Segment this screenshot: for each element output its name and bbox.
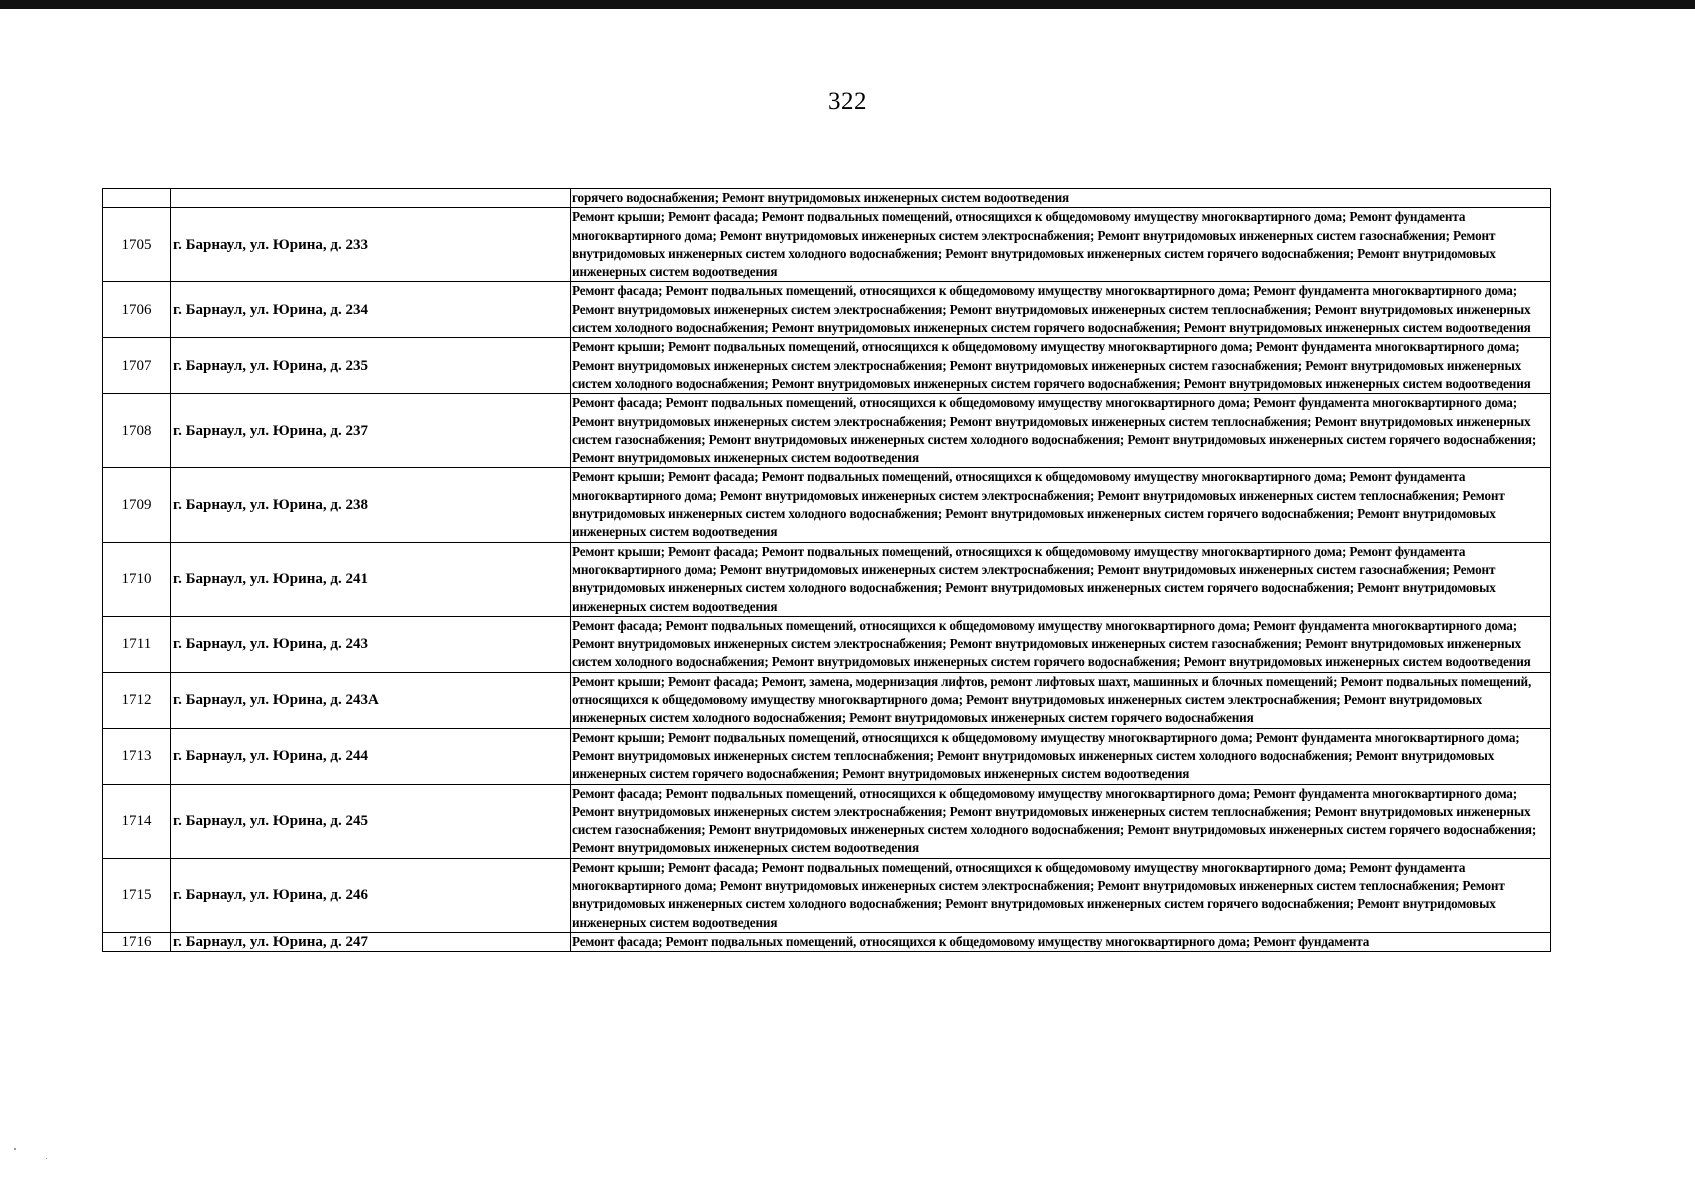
table-row	[103, 282, 1551, 338]
repair-works: Ремонт фасада; Ремонт подвальных помещений, относящихся к общедомовому имуществу многоквартирного дома; Ремонт фундамента многоквартирного дома; Ремонт внутридомовых инженерных систем электроснабжения; Ремонт внутридомовых инженерных систем теплоснабжения; Ремонт внутридомовых инженерных систем газоснабжения; Ремонт внутридомовых инженерных систем холодного водоснабжения; Ремонт внутридомовых инженерных систем горячего водоснабжения; Ремонт внутридомовых инженерных систем водоотведения	[571, 784, 1551, 858]
repair-works: Ремонт крыши; Ремонт фасада; Ремонт подвальных помещений, относящихся к общедомовому имуществу многоквартирного дома; Ремонт фундамента многоквартирного дома; Ремонт внутридомовых инженерных систем электроснабжения; Ремонт внутридомовых инженерных систем теплоснабжения; Ремонт внутридомовых инженерных систем холодного водоснабжения; Ремонт внутридомовых инженерных систем горячего водоснабжения; Ремонт внутридомовых инженерных систем водоотведения	[571, 858, 1551, 932]
row-number: 1713	[103, 728, 171, 784]
row-number: 1707	[103, 338, 171, 394]
repair-works: Ремонт фасада; Ремонт подвальных помещений, относящихся к общедомовому имуществу многоквартирного дома; Ремонт фундамента	[571, 932, 1551, 951]
table-row	[103, 394, 1551, 468]
row-number	[103, 189, 171, 208]
row-number: 1705	[103, 208, 171, 282]
buildings-repair-table	[102, 188, 1551, 952]
table-row	[103, 858, 1551, 932]
scan-speck	[46, 1158, 47, 1159]
building-address: г. Барнаул, ул. Юрина, д. 243А	[171, 672, 571, 728]
repair-works: Ремонт крыши; Ремонт фасада; Ремонт подвальных помещений, относящихся к общедомовому имуществу многоквартирного дома; Ремонт фундамента многоквартирного дома; Ремонт внутридомовых инженерных систем электроснабжения; Ремонт внутридомовых инженерных систем теплоснабжения; Ремонт внутридомовых инженерных систем холодного водоснабжения; Ремонт внутридомовых инженерных систем горячего водоснабжения; Ремонт внутридомовых инженерных систем водоотведения	[571, 468, 1551, 542]
row-number: 1711	[103, 616, 171, 672]
repair-works: Ремонт крыши; Ремонт фасада; Ремонт подвальных помещений, относящихся к общедомовому имуществу многоквартирного дома; Ремонт фундамента многоквартирного дома; Ремонт внутридомовых инженерных систем электроснабжения; Ремонт внутридомовых инженерных систем газоснабжения; Ремонт внутридомовых инженерных систем холодного водоснабжения; Ремонт внутридомовых инженерных систем горячего водоснабжения; Ремонт внутридомовых инженерных систем водоотведения	[571, 542, 1551, 616]
row-number: 1710	[103, 542, 171, 616]
table-row	[103, 338, 1551, 394]
row-number: 1708	[103, 394, 171, 468]
building-address: г. Барнаул, ул. Юрина, д. 237	[171, 394, 571, 468]
repair-works: Ремонт крыши; Ремонт фасада; Ремонт подвальных помещений, относящихся к общедомовому имуществу многоквартирного дома; Ремонт фундамента многоквартирного дома; Ремонт внутридомовых инженерных систем электроснабжения; Ремонт внутридомовых инженерных систем газоснабжения; Ремонт внутридомовых инженерных систем холодного водоснабжения; Ремонт внутридомовых инженерных систем горячего водоснабжения; Ремонт внутридомовых инженерных систем водоотведения	[571, 208, 1551, 282]
scan-top-border	[0, 0, 1695, 9]
table-row	[103, 784, 1551, 858]
repair-works: горячего водоснабжения; Ремонт внутридомовых инженерных систем водоотведения	[571, 189, 1551, 208]
scan-speck	[14, 1148, 16, 1150]
row-number: 1714	[103, 784, 171, 858]
building-address: г. Барнаул, ул. Юрина, д. 243	[171, 616, 571, 672]
building-address: г. Барнаул, ул. Юрина, д. 235	[171, 338, 571, 394]
building-address: г. Барнаул, ул. Юрина, д. 245	[171, 784, 571, 858]
row-number: 1715	[103, 858, 171, 932]
repair-works: Ремонт фасада; Ремонт подвальных помещений, относящихся к общедомовому имуществу многоквартирного дома; Ремонт фундамента многоквартирного дома; Ремонт внутридомовых инженерных систем электроснабжения; Ремонт внутридомовых инженерных систем теплоснабжения; Ремонт внутридомовых инженерных систем газоснабжения; Ремонт внутридомовых инженерных систем холодного водоснабжения; Ремонт внутридомовых инженерных систем горячего водоснабжения; Ремонт внутридомовых инженерных систем водоотведения	[571, 394, 1551, 468]
row-number: 1706	[103, 282, 171, 338]
row-number: 1716	[103, 932, 171, 951]
table-row	[103, 208, 1551, 282]
repair-works: Ремонт крыши; Ремонт подвальных помещений, относящихся к общедомовому имуществу многоквартирного дома; Ремонт фундамента многоквартирного дома; Ремонт внутридомовых инженерных систем электроснабжения; Ремонт внутридомовых инженерных систем газоснабжения; Ремонт внутридомовых инженерных систем холодного водоснабжения; Ремонт внутридомовых инженерных систем горячего водоснабжения; Ремонт внутридомовых инженерных систем водоотведения	[571, 338, 1551, 394]
building-address	[171, 189, 571, 208]
table-row	[103, 932, 1551, 951]
page-number: 322	[828, 88, 867, 115]
building-address: г. Барнаул, ул. Юрина, д. 247	[171, 932, 571, 951]
row-number: 1709	[103, 468, 171, 542]
building-address: г. Барнаул, ул. Юрина, д. 246	[171, 858, 571, 932]
table-row	[103, 728, 1551, 784]
table-row	[103, 468, 1551, 542]
repair-works: Ремонт фасада; Ремонт подвальных помещений, относящихся к общедомовому имуществу многоквартирного дома; Ремонт фундамента многоквартирного дома; Ремонт внутридомовых инженерных систем электроснабжения; Ремонт внутридомовых инженерных систем теплоснабжения; Ремонт внутридомовых инженерных систем холодного водоснабжения; Ремонт внутридомовых инженерных систем горячего водоснабжения; Ремонт внутридомовых инженерных систем водоотведения	[571, 282, 1551, 338]
row-number: 1712	[103, 672, 171, 728]
building-address: г. Барнаул, ул. Юрина, д. 244	[171, 728, 571, 784]
building-address: г. Барнаул, ул. Юрина, д. 238	[171, 468, 571, 542]
table-row	[103, 542, 1551, 616]
table-row	[103, 189, 1551, 208]
table-row	[103, 616, 1551, 672]
repair-works: Ремонт крыши; Ремонт подвальных помещений, относящихся к общедомовому имуществу многоквартирного дома; Ремонт фундамента многоквартирного дома; Ремонт внутридомовых инженерных систем теплоснабжения; Ремонт внутридомовых инженерных систем холодного водоснабжения; Ремонт внутридомовых инженерных систем горячего водоснабжения; Ремонт внутридомовых инженерных систем водоотведения	[571, 728, 1551, 784]
table-row	[103, 672, 1551, 728]
building-address: г. Барнаул, ул. Юрина, д. 233	[171, 208, 571, 282]
building-address: г. Барнаул, ул. Юрина, д. 234	[171, 282, 571, 338]
repair-works: Ремонт фасада; Ремонт подвальных помещений, относящихся к общедомовому имуществу многоквартирного дома; Ремонт фундамента многоквартирного дома; Ремонт внутридомовых инженерных систем электроснабжения; Ремонт внутридомовых инженерных систем газоснабжения; Ремонт внутридомовых инженерных систем холодного водоснабжения; Ремонт внутридомовых инженерных систем горячего водоснабжения; Ремонт внутридомовых инженерных систем водоотведения	[571, 616, 1551, 672]
building-address: г. Барнаул, ул. Юрина, д. 241	[171, 542, 571, 616]
repair-works: Ремонт крыши; Ремонт фасада; Ремонт, замена, модернизация лифтов, ремонт лифтовых шахт, машинных и блочных помещений; Ремонт подвальных помещений, относящихся к общедомовому имуществу многоквартирного дома; Ремонт внутридомовых инженерных систем электроснабжения; Ремонт внутридомовых инженерных систем холодного водоснабжения; Ремонт внутридомовых инженерных систем горячего водоснабжения	[571, 672, 1551, 728]
